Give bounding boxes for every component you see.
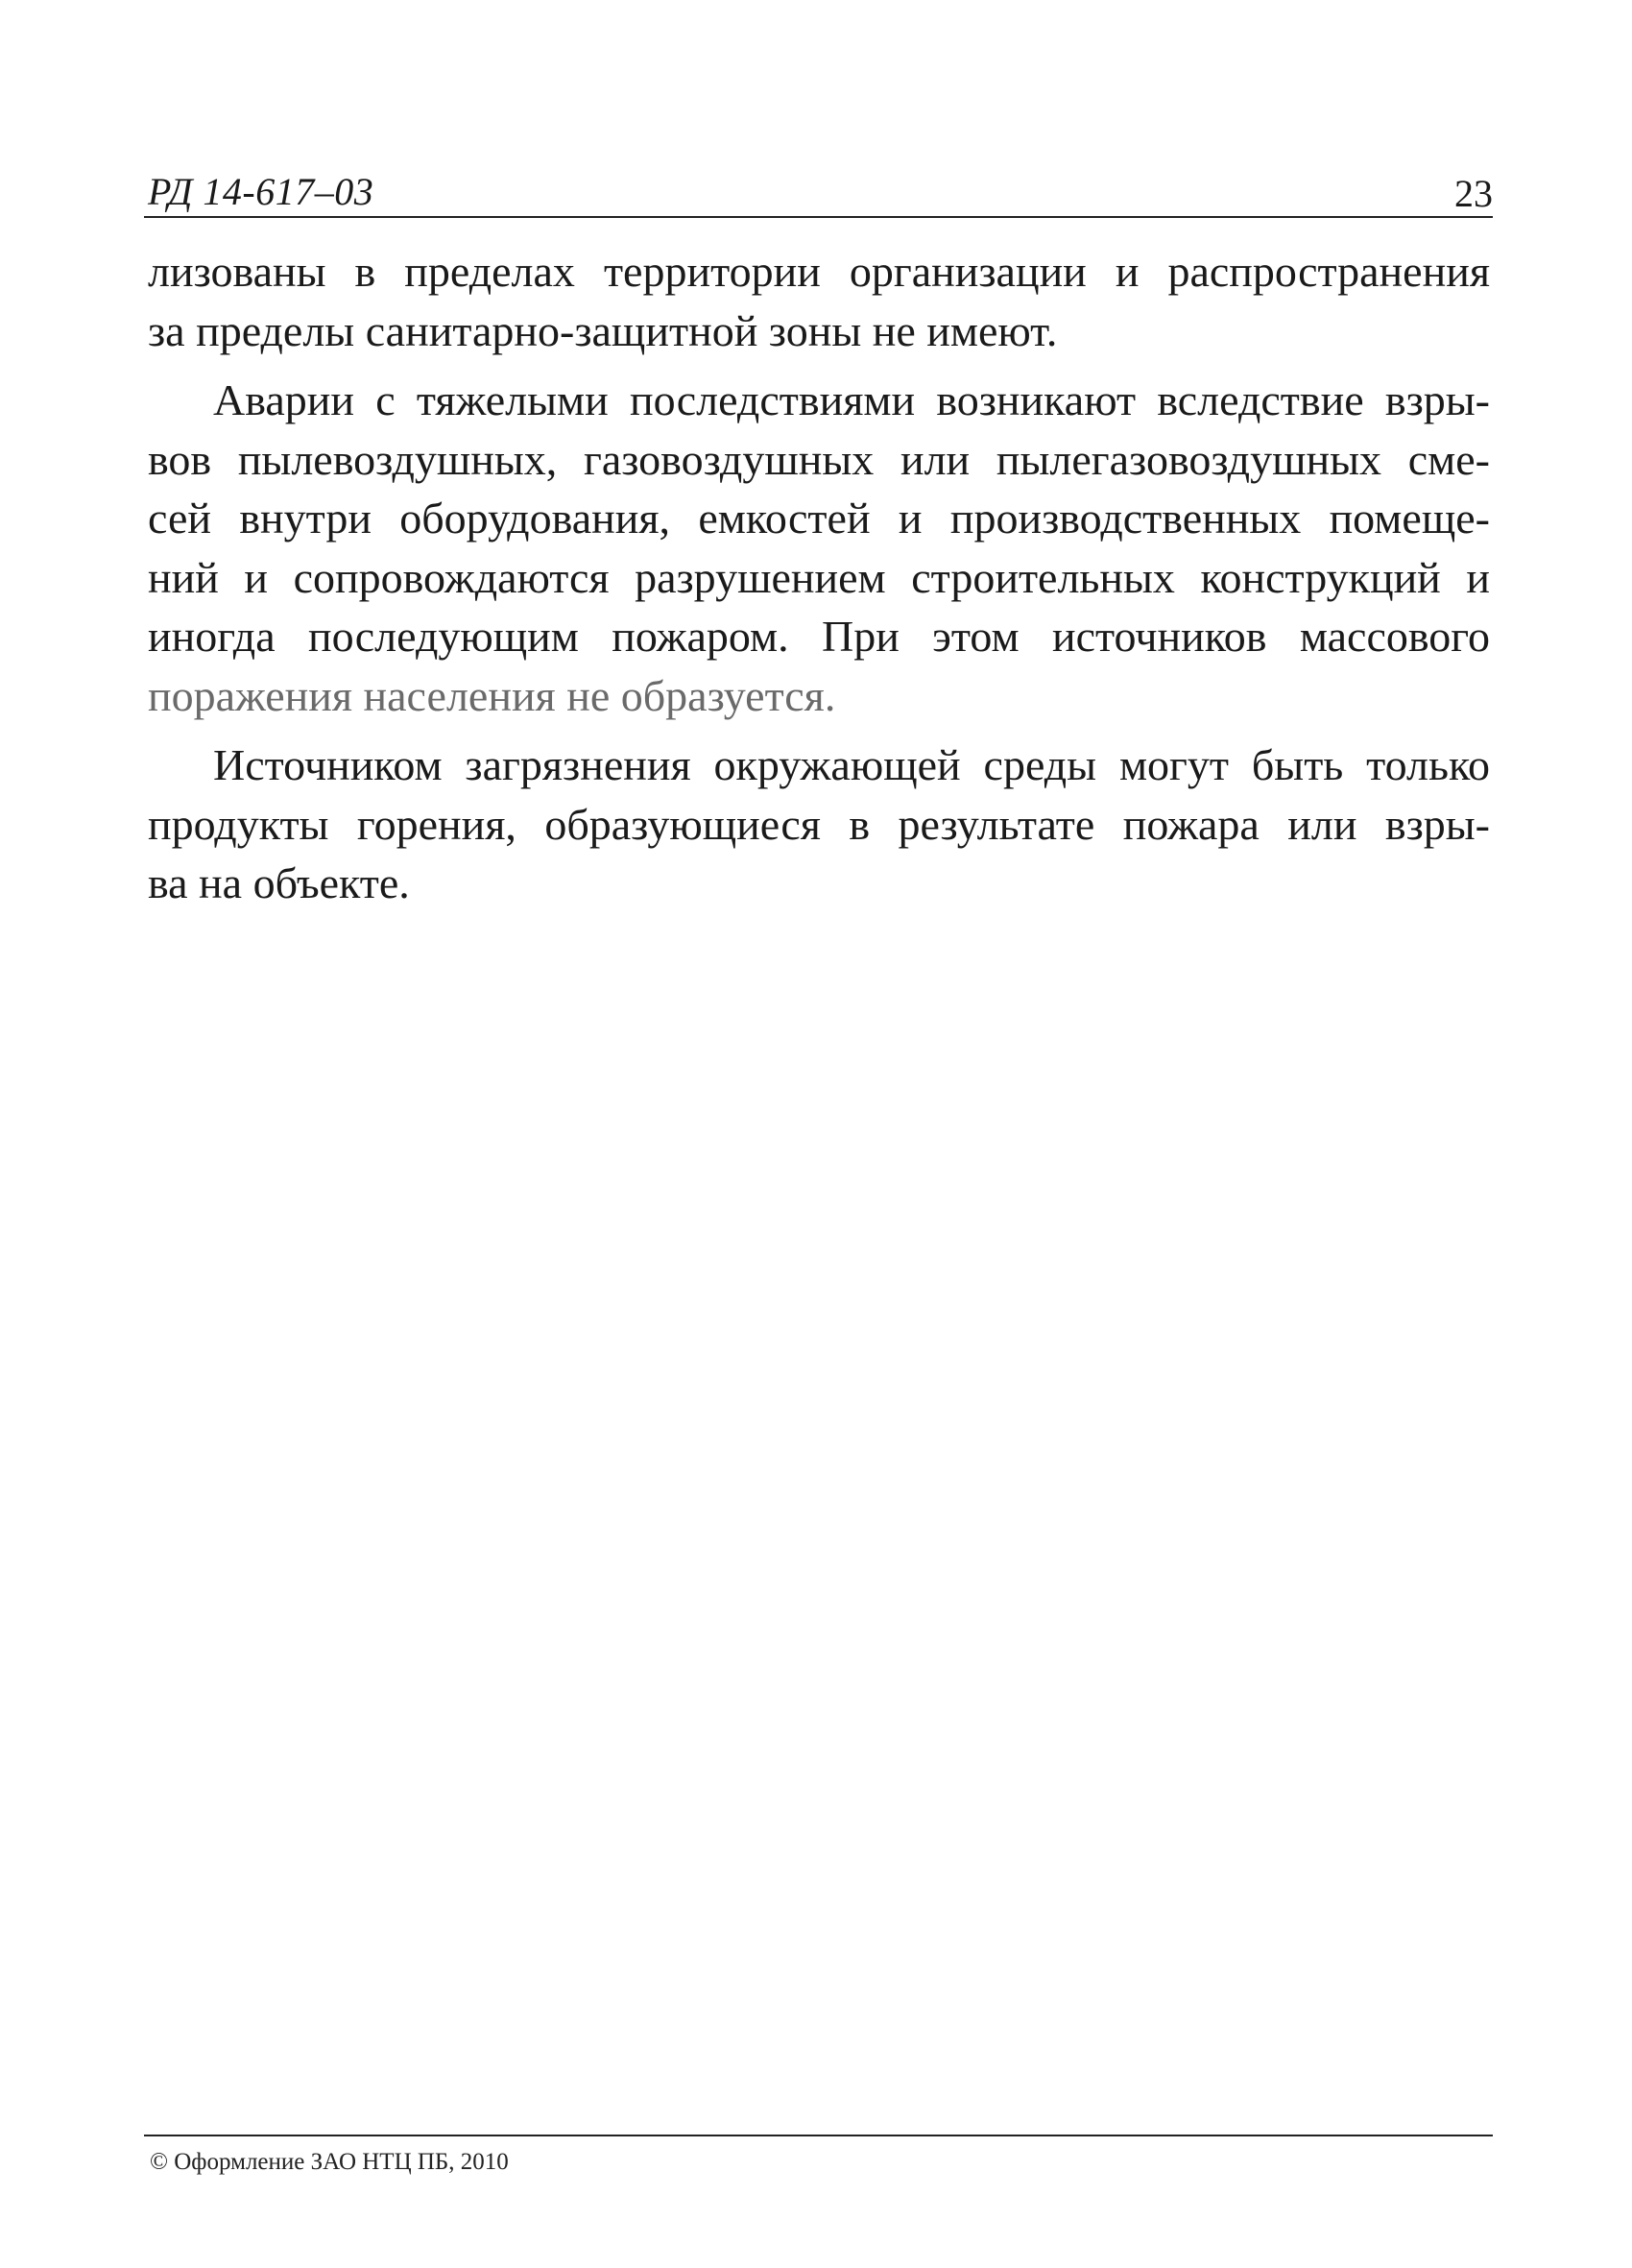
paragraph-2 — [148, 371, 1490, 725]
paragraph-1 — [148, 242, 1490, 360]
running-header — [144, 168, 1493, 218]
page-number: 23 — [1454, 172, 1493, 215]
paragraph-line: лизованы в пределах территории организации и распространения — [148, 247, 1490, 296]
paragraph-line: вов пылевоздушных, газовоздушных или пылегазовоздушных сме- — [148, 434, 1490, 484]
paragraph-line: сей внутри оборудования, емкостей и производственных помеще- — [148, 494, 1490, 543]
paragraph-line: поражения населения не образуется. — [148, 670, 836, 720]
footer-divider — [144, 2135, 1493, 2136]
document-page — [144, 0, 1493, 2268]
paragraph-3 — [148, 736, 1490, 913]
paragraph-line: Аварии с тяжелыми последствиями возникают вследствие взры- — [213, 375, 1490, 424]
paragraph-line: иногда последующим пожаром. При этом источников массового — [148, 612, 1490, 661]
paragraph-line: ний и сопровождаются разрушением строительных конструкций и — [148, 552, 1490, 602]
paragraph-line: Источником загрязнения окружающей среды могут быть только — [213, 740, 1490, 789]
paragraph-line: ва на объекте. — [148, 858, 410, 907]
footer-copyright: © Оформление ЗАО НТЦ ПБ, 2010 — [150, 2149, 509, 2175]
body-text — [148, 242, 1490, 924]
paragraph-line: за пределы санитарно-защитной зоны не имеют. — [148, 305, 1058, 355]
document-code: РД 14-617–03 — [148, 170, 374, 213]
paragraph-line: продукты горения, образующиеся в результате пожара или взры- — [148, 799, 1490, 849]
